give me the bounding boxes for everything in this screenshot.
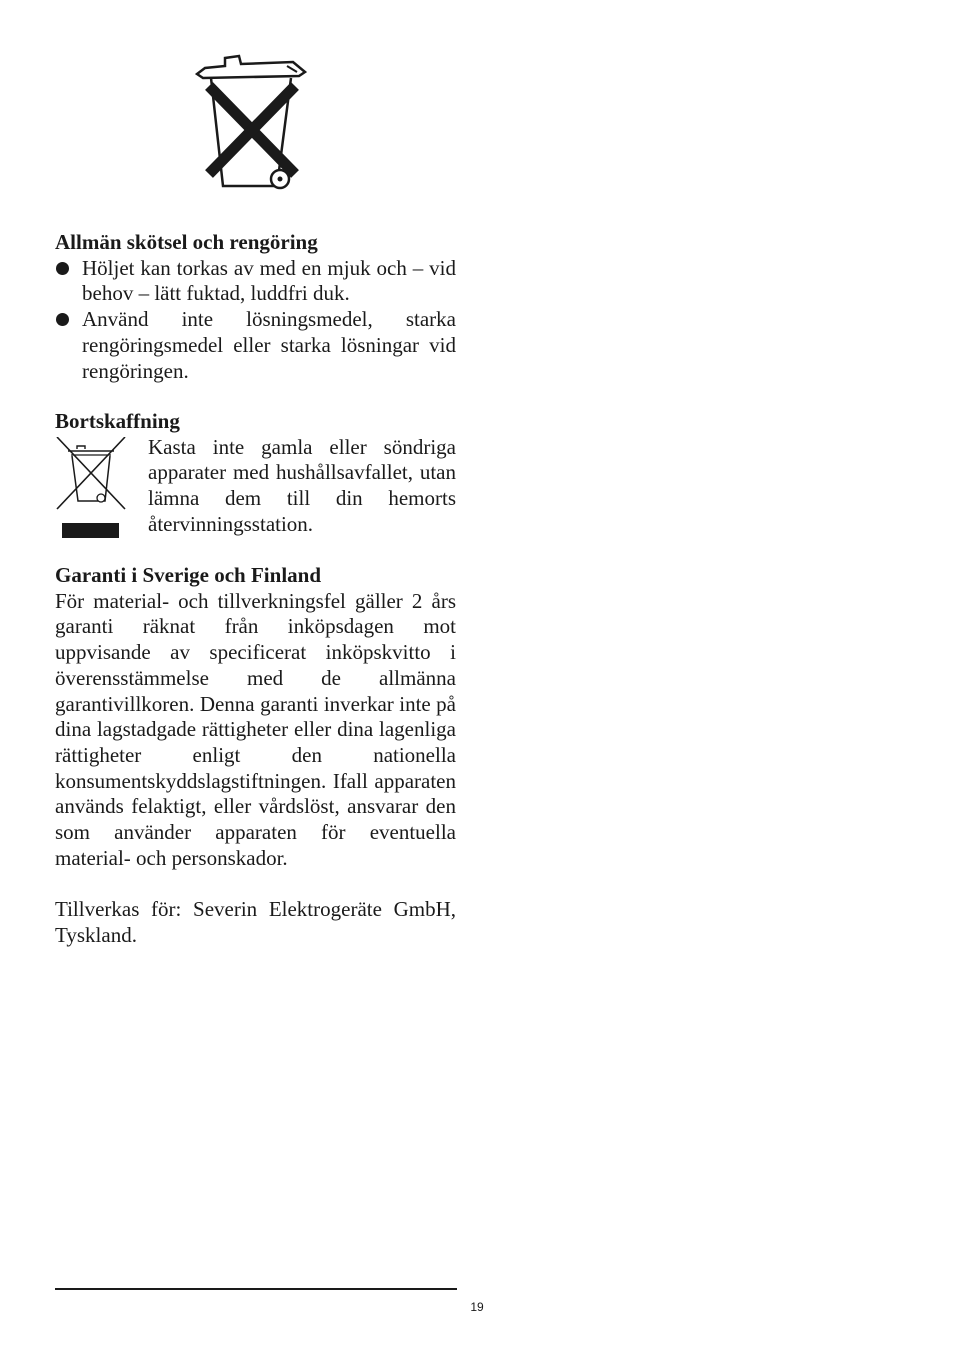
care-heading: Allmän skötsel och rengöring: [55, 230, 318, 254]
page-number: 19: [470, 1300, 484, 1314]
care-bullet-list: [55, 256, 456, 385]
manufacturer-text: Tillverkas för: Severin Elektrogeräte GmbH, Tyskland.: [55, 897, 456, 947]
weee-symbol: [55, 437, 127, 541]
warranty-section: [55, 563, 456, 871]
list-item: [55, 307, 456, 384]
disposal-section: [55, 409, 456, 549]
bullet-text: Höljet kan torkas av med en mjuk och – vid behov – lätt fuktad, luddfri duk.: [82, 255, 456, 306]
manufacturer-section: [55, 897, 456, 948]
care-section: [55, 230, 456, 384]
weee-bin-icon: [55, 437, 127, 541]
list-item: [55, 256, 456, 307]
bullet-text: Använd inte lösningsmedel, starka rengöringsmedel eller starka lösningar vid rengöringen.: [82, 307, 456, 383]
footer-rule: [55, 1288, 457, 1290]
crossed-out-wheelie-bin-icon: [195, 52, 307, 192]
warranty-text: För material- och tillverkningsfel gäller 2 års garanti räknat från inköpsdagen mot uppvisande av specificerat inköpskvitto i överensstämmelse med de allmänna garantivillkoren. Denna garanti inverkar inte på dina lagstadgade rättigheter eller dina lagenliga rättigheter enligt den nationella konsumentskyddslagstiftningen. Ifall apparaten används felaktigt, eller vårdslöst, ansvarar den som använder apparaten för eventuella material- och personskador.: [55, 588, 456, 870]
bullet-icon: [56, 262, 69, 275]
disposal-text: Kasta inte gamla eller söndriga apparater med hushållsavfallet, utan lämna dem till din hemorts återvinningsstation.: [148, 434, 456, 536]
warranty-heading: Garanti i Sverige och Finland: [55, 563, 322, 587]
disposal-heading: Bortskaffning: [55, 409, 180, 433]
bullet-icon: [56, 313, 69, 326]
